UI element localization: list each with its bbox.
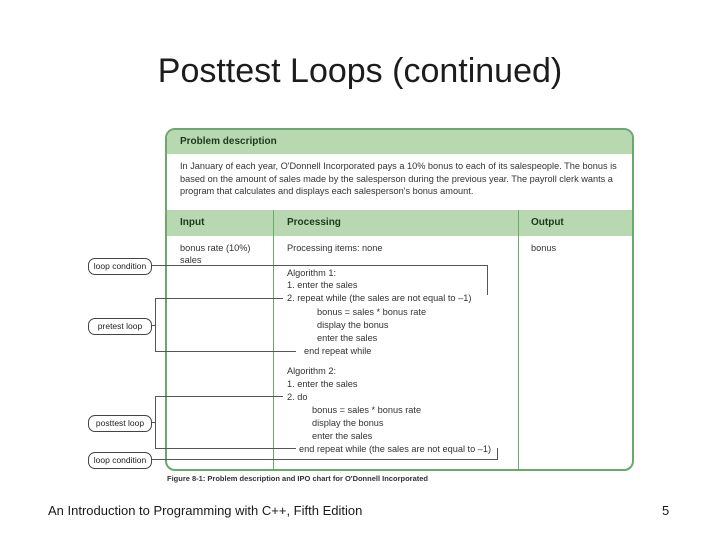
processing-line: 1. enter the sales — [287, 379, 358, 389]
processing-column-header: Processing — [287, 217, 341, 228]
problem-description-text: In January of each year, O'Donnell Incorporated pays a 10% bonus to each of its salespeople. The bonus is based on the amount of sales made by the salesperson during the previous year. The payroll clerk wants a program that calculates and displays each salesperson's bonus amount. — [180, 161, 617, 196]
callout-connector — [155, 396, 156, 449]
problem-description-header: Problem description — [167, 130, 632, 154]
callout-connector — [487, 265, 488, 295]
loop-condition-callout: loop condition — [88, 452, 152, 469]
processing-line: Algorithm 2: — [287, 366, 337, 376]
output-column-header: Output — [531, 217, 564, 228]
figure-caption: Figure 8-1: Problem description and IPO chart for O'Donnell Incorporated — [167, 474, 428, 483]
callout-connector — [155, 448, 296, 449]
slide-title: Posttest Loops (continued) — [157, 52, 563, 90]
callout-connector — [155, 351, 296, 352]
input-item: sales — [180, 255, 202, 265]
ipo-chart-figure — [165, 128, 634, 471]
processing-line: display the bonus — [312, 418, 384, 428]
processing-line: end repeat while (the sales are not equal to –1) — [299, 444, 492, 454]
callout-connector — [165, 265, 487, 266]
input-column-header: Input — [180, 217, 205, 228]
column-divider — [273, 210, 274, 469]
posttest-loop-callout: posttest loop — [88, 415, 152, 432]
output-item: bonus — [531, 243, 557, 253]
processing-line: enter the sales — [312, 431, 373, 441]
column-divider — [518, 210, 519, 469]
processing-line: bonus = sales * bonus rate — [312, 405, 422, 415]
callout-connector — [155, 298, 156, 352]
callout-connector — [165, 459, 497, 460]
callout-connector — [155, 298, 283, 299]
input-item: bonus rate (10%) — [180, 243, 251, 253]
processing-line: 1. enter the sales — [287, 280, 358, 290]
callout-connector — [155, 396, 283, 397]
processing-line: 2. do — [287, 392, 308, 402]
processing-line: display the bonus — [317, 320, 389, 330]
callout-connector — [150, 265, 166, 266]
callout-connector — [150, 459, 166, 460]
processing-line: Processing items: none — [287, 243, 383, 253]
slide-footer: An Introduction to Programming with C++, Fifth Edition — [48, 503, 363, 518]
page-number: 5 — [662, 503, 670, 518]
pretest-loop-callout: pretest loop — [88, 318, 152, 335]
processing-line: enter the sales — [317, 333, 378, 343]
loop-condition-callout: loop condition — [88, 258, 152, 275]
processing-line: end repeat while — [304, 346, 372, 356]
processing-line: 2. repeat while (the sales are not equal to –1) — [287, 293, 472, 303]
callout-connector — [497, 448, 498, 460]
ipo-column-header-row — [167, 210, 632, 236]
processing-line: Algorithm 1: — [287, 268, 337, 278]
processing-line: bonus = sales * bonus rate — [317, 307, 427, 317]
